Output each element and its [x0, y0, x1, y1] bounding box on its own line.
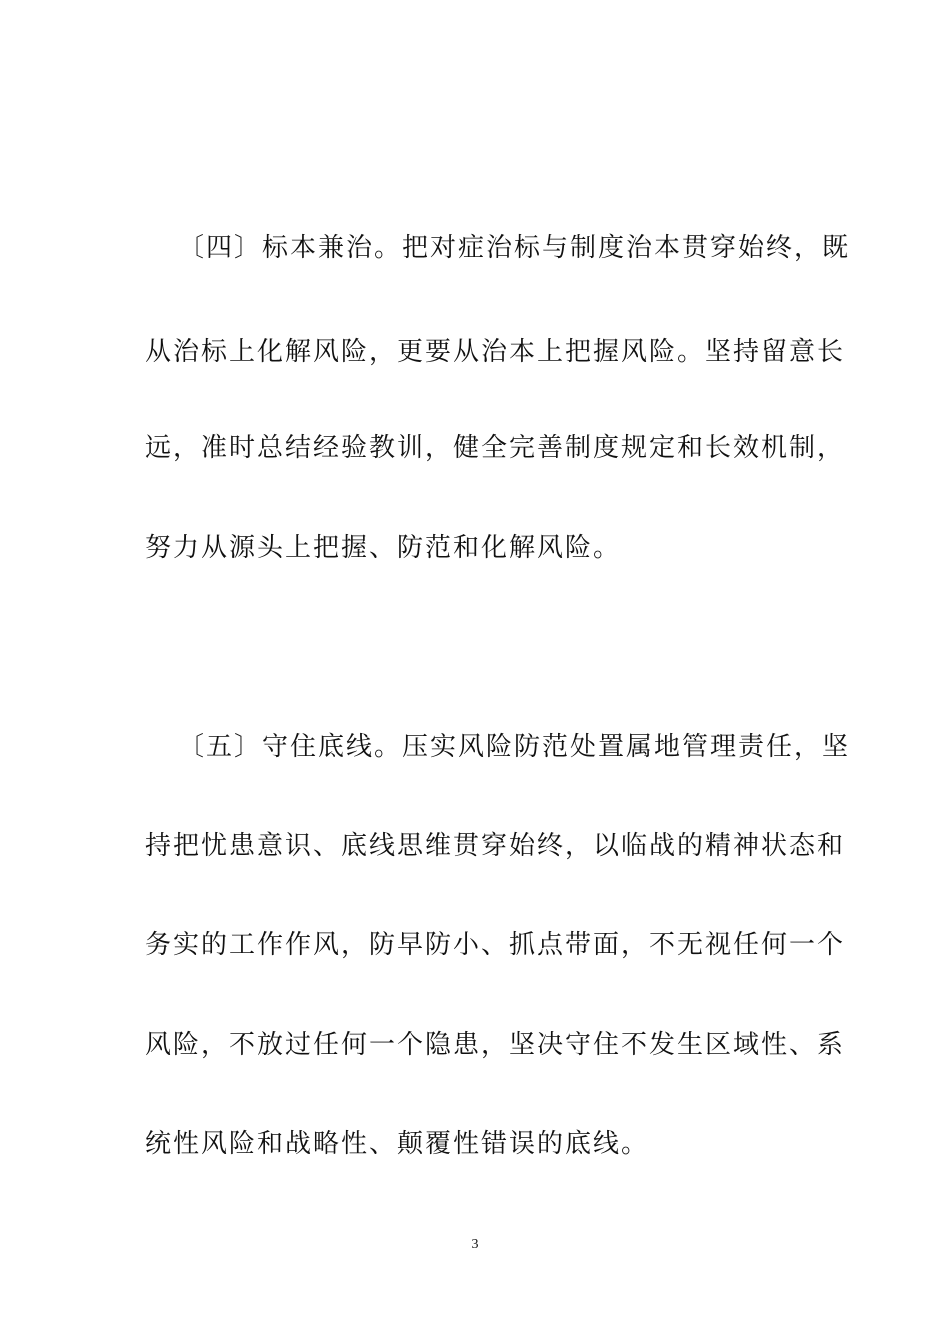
paragraph-line: 〔五〕守住底线。压实风险防范处置属地管理责任，坚 — [178, 732, 851, 762]
paragraph-line: 从治标上化解风险，更要从治本上把握风险。坚持留意长 — [145, 337, 846, 367]
paragraph-line: 努力从源头上把握、防范和化解风险。 — [145, 533, 622, 563]
paragraph-line: 风险，不放过任何一个隐患，坚决守住不发生区域性、系 — [145, 1030, 846, 1060]
paragraph-line: 〔四〕标本兼治。把对症治标与制度治本贯穿始终，既 — [178, 233, 851, 263]
paragraph-line: 统性风险和战略性、颠覆性错误的底线。 — [145, 1129, 650, 1159]
paragraph-line: 务实的工作作风，防早防小、抓点带面，不无视任何一个 — [145, 930, 846, 960]
paragraph-line: 持把忧患意识、底线思维贯穿始终，以临战的精神状态和 — [145, 831, 846, 861]
page-number: 3 — [471, 1237, 479, 1252]
paragraph-line: 远，准时总结经验教训，健全完善制度规定和长效机制， — [145, 433, 846, 463]
